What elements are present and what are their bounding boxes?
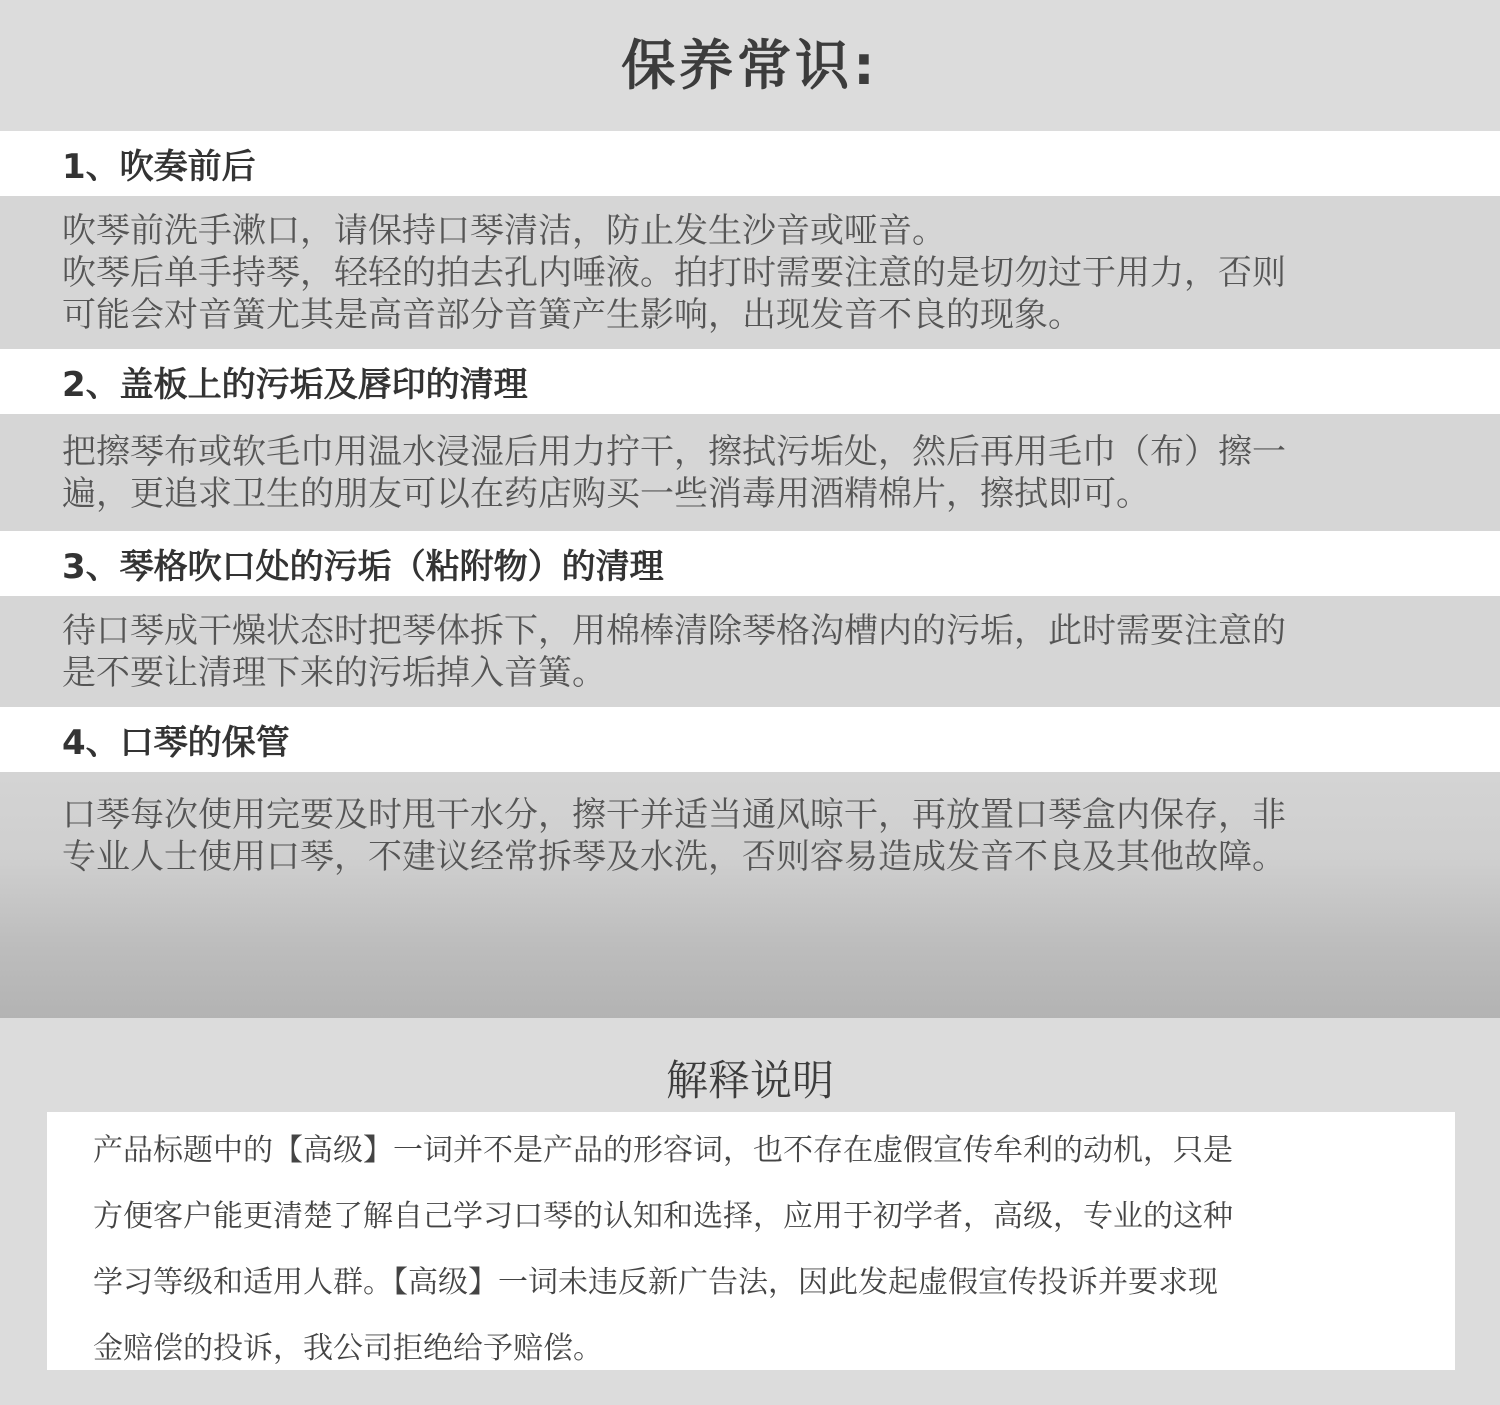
section-line: 可能会对音簧尤其是高音部分音簧产生影响，出现发音不良的现象。 [62,295,1082,335]
section-line: 遍，更追求卫生的朋友可以在药店购买一些消毒用酒精棉片，擦拭即可。 [62,474,1150,514]
section-heading-text: 1、吹奏前后 [62,147,256,187]
section-line: 吹琴前洗手漱口，请保持口琴清洁，防止发生沙音或哑音。 [62,211,946,251]
section-heading-text: 4、口琴的保管 [62,723,290,763]
explanation-area [0,1018,1500,1405]
section-2-heading [0,349,1500,414]
section-1-body [0,196,1500,349]
section-line: 口琴每次使用完要及时甩干水分，擦干并适当通风晾干，再放置口琴盒内保存，非 [62,795,1286,835]
explanation-box [47,1112,1455,1370]
section-4-body [0,772,1500,1018]
explanation-line: 方便客户能更清楚了解自己学习口琴的认知和选择，应用于初学者，高级，专业的这种 [93,1199,1233,1234]
title-bar [0,0,1500,131]
explanation-title: 解释说明 [665,1056,834,1105]
section-3-heading [0,531,1500,596]
section-line: 待口琴成干燥状态时把琴体拆下，用棉棒清除琴格沟槽内的污垢，此时需要注意的 [62,611,1286,651]
section-heading-text: 3、琴格吹口处的污垢（粘附物）的清理 [62,547,664,587]
section-heading-text: 2、盖板上的污垢及唇印的清理 [62,365,528,405]
section-line: 专业人士使用口琴，不建议经常拆琴及水洗，否则容易造成发音不良及其他故障。 [62,837,1286,877]
section-line: 是不要让清理下来的污垢掉入音簧。 [62,653,606,693]
section-3-body [0,596,1500,707]
section-2-body [0,414,1500,531]
section-line: 吹琴后单手持琴，轻轻的拍去孔内唾液。拍打时需要注意的是切勿过于用力，否则 [62,253,1286,293]
page-title: 保养常识: [621,34,879,97]
section-4-heading [0,707,1500,772]
explanation-line: 学习等级和适用人群。【高级】一词未违反新广告法，因此发起虚假宣传投诉并要求现 [93,1265,1218,1300]
section-1-heading [0,131,1500,196]
explanation-line: 金赔偿的投诉，我公司拒绝给予赔偿。 [93,1331,603,1366]
explanation-line: 产品标题中的【高级】一词并不是产品的形容词，也不存在虚假宣传牟利的动机，只是 [93,1133,1233,1168]
section-line: 把擦琴布或软毛巾用温水浸湿后用力拧干，擦拭污垢处，然后再用毛巾（布）擦一 [62,432,1286,472]
